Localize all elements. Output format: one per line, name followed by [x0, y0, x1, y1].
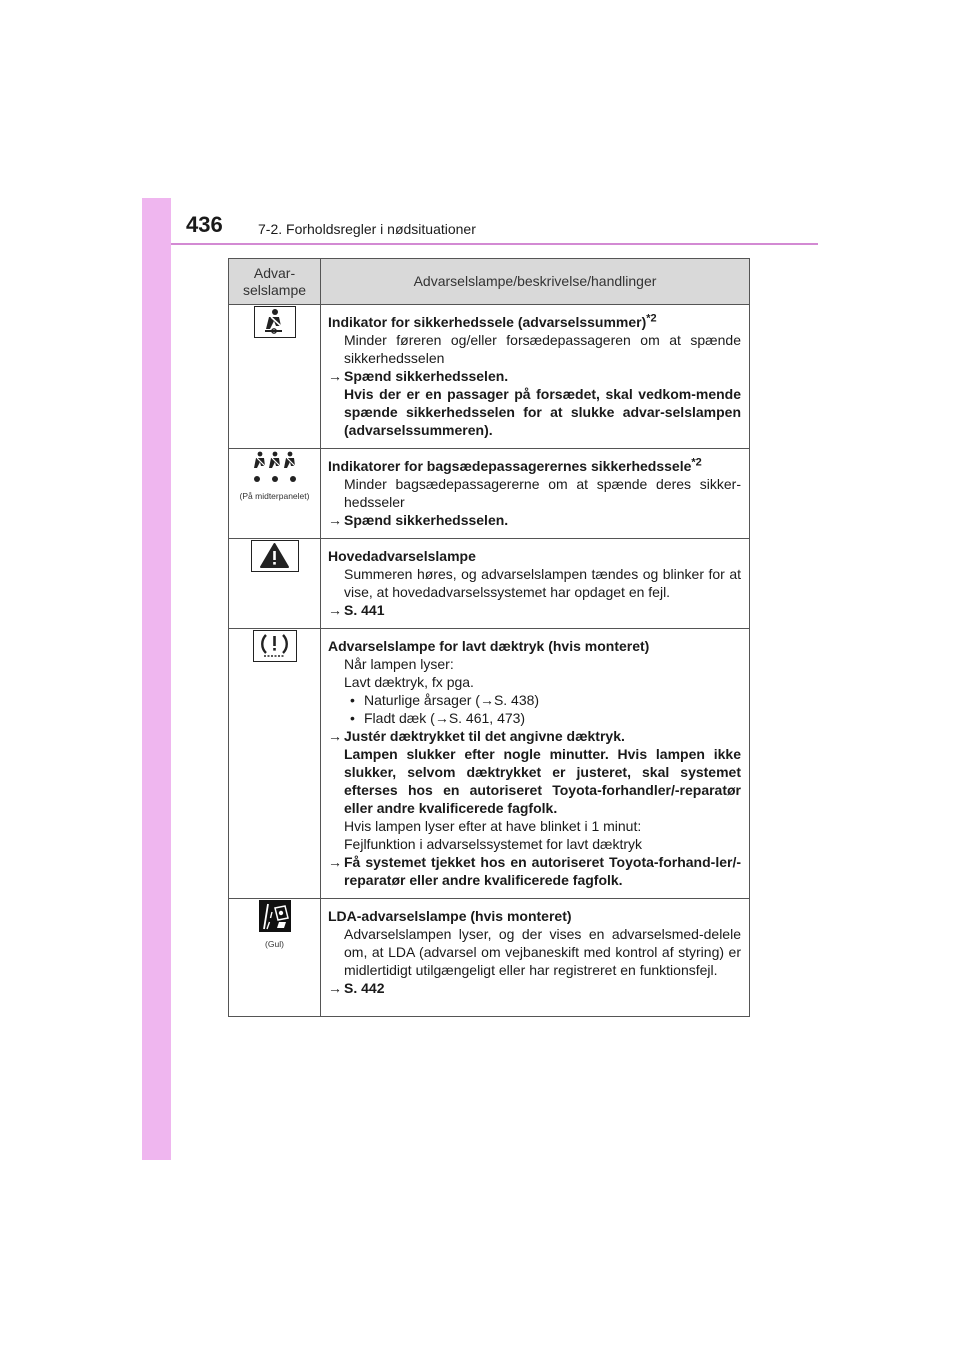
footnote-ref: *2	[646, 312, 657, 325]
page-reference: S. 461, 473)	[448, 710, 526, 726]
row-description: Minder føreren og/eller forsædepassageren om at spænde sikkerhedsselen	[344, 332, 741, 366]
fault-text: Fejlfunktion i advarselssystemet for lavt dæktryk	[344, 836, 642, 852]
row-action: Justér dæktrykket til det angivne dæktryk.	[344, 728, 625, 744]
row-action-detail: Lampen slukker efter nogle minutter. Hvis lampen ikke slukker, selvom dæktrykket er justeret, skal systemet efterses hos en autoriseret Toyota-forhandler/-reparatør eller andre kvalificerede fagfolk.	[344, 746, 741, 816]
header-description: Advarselslampe/beskrivelse/handlinger	[321, 259, 750, 305]
arrow-symbol: →	[328, 602, 342, 618]
table-row	[229, 305, 750, 449]
arrow-symbol: →	[328, 728, 342, 744]
table-header-row	[229, 259, 750, 305]
icon-caption: (På midterpanelet)	[239, 491, 310, 501]
row-action-detail: Hvis der er en passager på forsædet, skal vedkom-mende spænde sikkerhedsselen for at slukke advar-selslampen (advarselssummeren).	[344, 386, 741, 438]
row-description: Advarselslampen lyser, og der vises en advarselsmed-delele om, at LDA (advarsel om vejbaneskift med kontrol af styring) er midlertidigt utilgængeligt eller har registreret en funktionsfejl.	[344, 926, 741, 978]
description-cell	[321, 629, 750, 899]
row-action: Få systemet tjekket hos en autoriseret Toyota-forhand-ler/-reparatør eller andre kvalificerede fagfolk.	[344, 854, 741, 888]
tire-pressure-icon	[253, 630, 297, 662]
icon-cell	[229, 539, 321, 629]
cause-text: Lavt dæktryk, fx pga.	[344, 674, 474, 690]
header-warning-light	[229, 259, 321, 305]
lda-warning-icon	[259, 900, 291, 937]
table-row	[229, 449, 750, 539]
bullet-text: Naturlige årsager (	[364, 692, 480, 708]
arrow-symbol: →	[434, 710, 449, 726]
row-title: Advarselslampe for lavt dæktryk (hvis monteret)	[328, 638, 650, 654]
icon-caption: (Gul)	[265, 939, 284, 949]
header-rule	[171, 243, 818, 245]
row-description: Summeren høres, og advarselslampen tændes og blinker for at vise, at hovedadvarselssystemet har opdaget en fejl.	[344, 566, 741, 600]
table-row	[229, 629, 750, 899]
list-item: • Naturlige årsager (→S. 438)	[350, 692, 540, 708]
arrow-symbol: →	[328, 980, 342, 996]
rear-seatbelt-icon	[251, 450, 299, 489]
table-row	[229, 899, 750, 1017]
icon-cell	[229, 629, 321, 899]
icon-cell	[229, 899, 321, 1017]
row-action: Spænd sikkerhedsselen.	[344, 512, 509, 528]
row-action: S. 442	[344, 980, 385, 996]
row-description: Minder bagsædepassagererne om at spænde deres sikker-hedsseler	[344, 476, 741, 510]
row-title: Indikator for sikkerhedssele (advarselssummer)	[328, 314, 647, 330]
when-lit-text: Når lampen lyser:	[344, 656, 454, 672]
icon-cell	[229, 449, 321, 539]
header-warning-light-line1: Advar-	[253, 264, 296, 281]
footnote-ref: *2	[691, 456, 702, 469]
page-reference: S. 438)	[493, 692, 540, 708]
header-warning-light-line2: selslampe	[242, 281, 307, 298]
master-warning-icon	[251, 540, 299, 572]
table-row	[229, 539, 750, 629]
row-title: LDA-advarselslampe (hvis monteret)	[328, 908, 572, 924]
when-blink-text: Hvis lampen lyser efter at have blinket i 1 minut:	[344, 818, 642, 834]
icon-cell	[229, 305, 321, 449]
section-title: 7-2. Forholdsregler i nødsituationer	[258, 221, 476, 237]
description-cell	[321, 305, 750, 449]
bullet-text: Fladt dæk (	[364, 710, 435, 726]
row-title: Hovedadvarselslampe	[328, 548, 476, 564]
arrow-symbol: →	[328, 512, 342, 528]
row-action: Spænd sikkerhedsselen.	[344, 368, 509, 384]
list-item: • Fladt dæk (→S. 461, 473)	[350, 710, 526, 726]
row-action: S. 441	[344, 602, 385, 618]
description-cell	[321, 449, 750, 539]
row-title: Indikatorer for bagsædepassagerernes sikkerhedssele	[328, 458, 692, 474]
warning-lights-table	[228, 258, 750, 1017]
description-cell	[321, 539, 750, 629]
page-number: 436	[186, 212, 223, 237]
arrow-symbol: →	[328, 368, 342, 384]
chapter-tab-band	[142, 198, 171, 1160]
arrow-symbol: →	[328, 854, 342, 870]
seatbelt-icon	[254, 306, 296, 338]
arrow-symbol: →	[479, 692, 494, 708]
description-cell	[321, 899, 750, 1017]
